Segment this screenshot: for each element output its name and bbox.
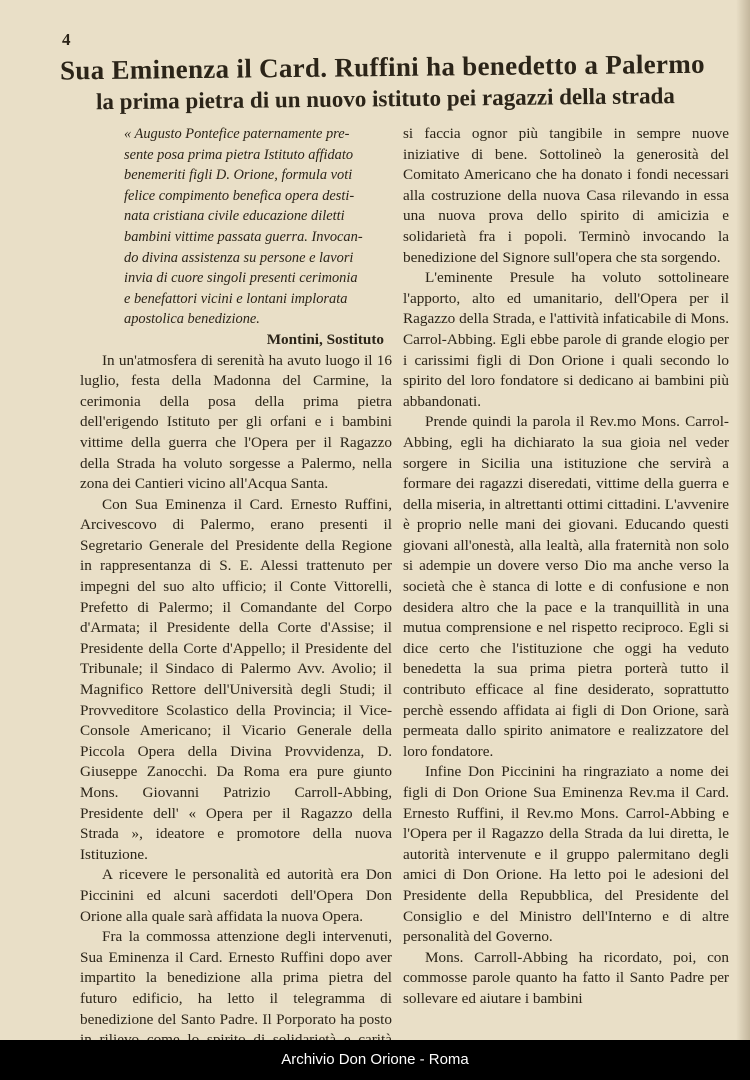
telegram-line: benemeriti figli D. Orione, formula voti — [124, 167, 353, 184]
body-paragraph: Con Sua Eminenza il Card. Ernesto Ruffini, Arcivescovo di Palermo, erano presenti il Segretario Generale del Presidente della Regione in rappresentanza di S. E. Alessi trattenuto per impegni del suo alto ufficio; il Conte Vittorelli, Prefetto di Palermo; il Comandante del Corpo d'Armata; il Presidente della Corte d'Assise; il Presidente della Corte d'Appello; il Presidente del Tribunale; il Sindaco di Palermo Avv. Avolio; il Magnifico Rettore dell'Università degli Studi; il Provveditore Scolastico della Provincia; il Vice-Console Americano; il Vicario Generale della Piccola Opera della Divina Provvidenza, D. Giuseppe Zanocchi. Da Roma era pure giunto Mons. Giovanni Patrizio Carroll-Abbing, Presidente dell' « Opera per il Ragazzo della Strada », ideatore e promotore della nuova Istituzione. — [80, 495, 392, 863]
telegram-line: nata cristiana civile educazione diletti — [124, 208, 345, 225]
body-paragraph: Prende quindi la parola il Rev.mo Mons. Carrol-Abbing, egli ha dichiarato la sua gioia nel veder sorgere in Sicilia una istituzione che servirà a formare dei ragazzi diseredati, vittime della guerra e della miseria, in altrettanti ottimi cittadini. L'avvenire è proprio nelle mani dei giovani. Educando questi giovani all'onestà, alla lealtà, alla fraternità non solo si adempie un dovere verso Dio ma anche verso la società che è stanca di lotte e di confusione e non desidera altro che la pace e la tranquillità in una mutua comprensione e nel rispetto reciproco. Egli si dice certo che l'istituzione che oggi ha veduto benedetta la sua prima pietra porterà tutto il contributo efficace al fine desiderato, soprattutto perchè essendo affidata ai figli di Don Orione, sarà permeata dallo spirito animatore e realizzatore del loro fondatore. — [403, 413, 729, 760]
right-column — [403, 124, 729, 1010]
body-paragraph: Infine Don Piccinini ha ringraziato a nome dei figli di Don Orione Sua Eminenza Rev.ma il Card. Ernesto Ruffini, il Rev.mo Mons. Carrol-Abbing e l'Opera per il Ragazzo della Strada da lui diretta, le autorità intervenute e il gruppo palermitano degli amici di Don Orione. Ha letto poi le adesioni del Presidente della Repubblica, del Presidente del Consiglio e del Ministro dell'Interno e di altre personalità del Governo. — [403, 763, 729, 946]
body-paragraph: L'eminente Presule ha voluto sottolineare l'apporto, alto ed umanitario, dell'Opera per il Ragazzo della Strada, e l'attività infaticabile di Mons. Carrol-Abbing. Egli ebbe parole di grande elogio per i carissimi figli di Don Orione i quali secondo lo spirito del loro fondatore si dedicano ai bambini più abbandonati. — [403, 269, 729, 410]
telegram-line: e benefattori vicini e lontani implorata — [124, 290, 348, 307]
body-paragraph: In un'atmosfera di serenità ha avuto luogo il 16 luglio, festa della Madonna del Carmine, la cerimonia della posa della prima pietra dell'erigendo Istituto per gli orfani e i bambini vittime della guerra che l'Opera per il Ragazzo della Strada ha voluto sorgesse a Palermo, nella zona dei Cantieri vicino all'Acqua Santa. — [80, 351, 392, 493]
telegram-line: apostolica benedizione. — [124, 311, 260, 328]
telegram-line: do divina assistenza su persone e lavori — [124, 249, 354, 266]
archive-footer — [0, 1040, 750, 1080]
body-paragraph: si faccia ognor più tangibile in sempre nuove iniziative di bene. Sottolineò la generosità del Comitato Americano che ha donato i fondi necessari alla costruzione della nuova Casa rilevando in essa una nuova prova dello spirito di amicizia e solidarietà fra i popoli. Terminò invocando la benedizione del Signore sull'opera che sta sorgendo. — [403, 125, 729, 266]
telegram-line: sente posa prima pietra Istituto affidato — [124, 146, 354, 163]
body-paragraph: Fra la commossa attenzione degli intervenuti, Sua Eminenza il Card. Ernesto Ruffini dopo aver impartito la benedizione alla prima pietra del futuro edificio, ha letto il telegramma di benedizione del Santo Padre. Il Porporato ha posto — [80, 928, 392, 1028]
telegram-line: « Augusto Pontefice paternamente pre- — [124, 126, 350, 142]
body-paragraph: Mons. Carroll-Abbing ha ricordato, poi, con commosse parole quanto ha fatto il Santo Padre per sollevare ed aiutare i bambini — [403, 948, 729, 1007]
telegram-line: bambini vittime passata guerra. Invocan- — [124, 228, 363, 245]
telegram-line: invia di cuore singoli presenti cerimonia — [124, 270, 358, 287]
page-number: 4 — [62, 30, 71, 49]
body-paragraph: A ricevere le personalità ed autorità era Don Piccinini ed alcuni sacerdoti dell'Opera Don Orione alla quale sarà affidata la nuova Opera. — [80, 866, 392, 925]
telegram-line: felice compimento benefica opera desti- — [124, 187, 355, 204]
left-column — [80, 124, 392, 1071]
telegram-signature: Montini, Sostituto — [266, 330, 384, 348]
article-headline: Sua Eminenza il Card. Ruffini ha benedetto a Palermo — [59, 48, 705, 86]
archive-credit: Archivio Don Orione - Roma — [281, 1051, 469, 1068]
article-subheadline: la prima pietra di un nuovo istituto pei ragazzi della strada — [95, 83, 675, 115]
papal-telegram — [80, 124, 392, 330]
page-edge-shadow — [736, 0, 750, 1040]
